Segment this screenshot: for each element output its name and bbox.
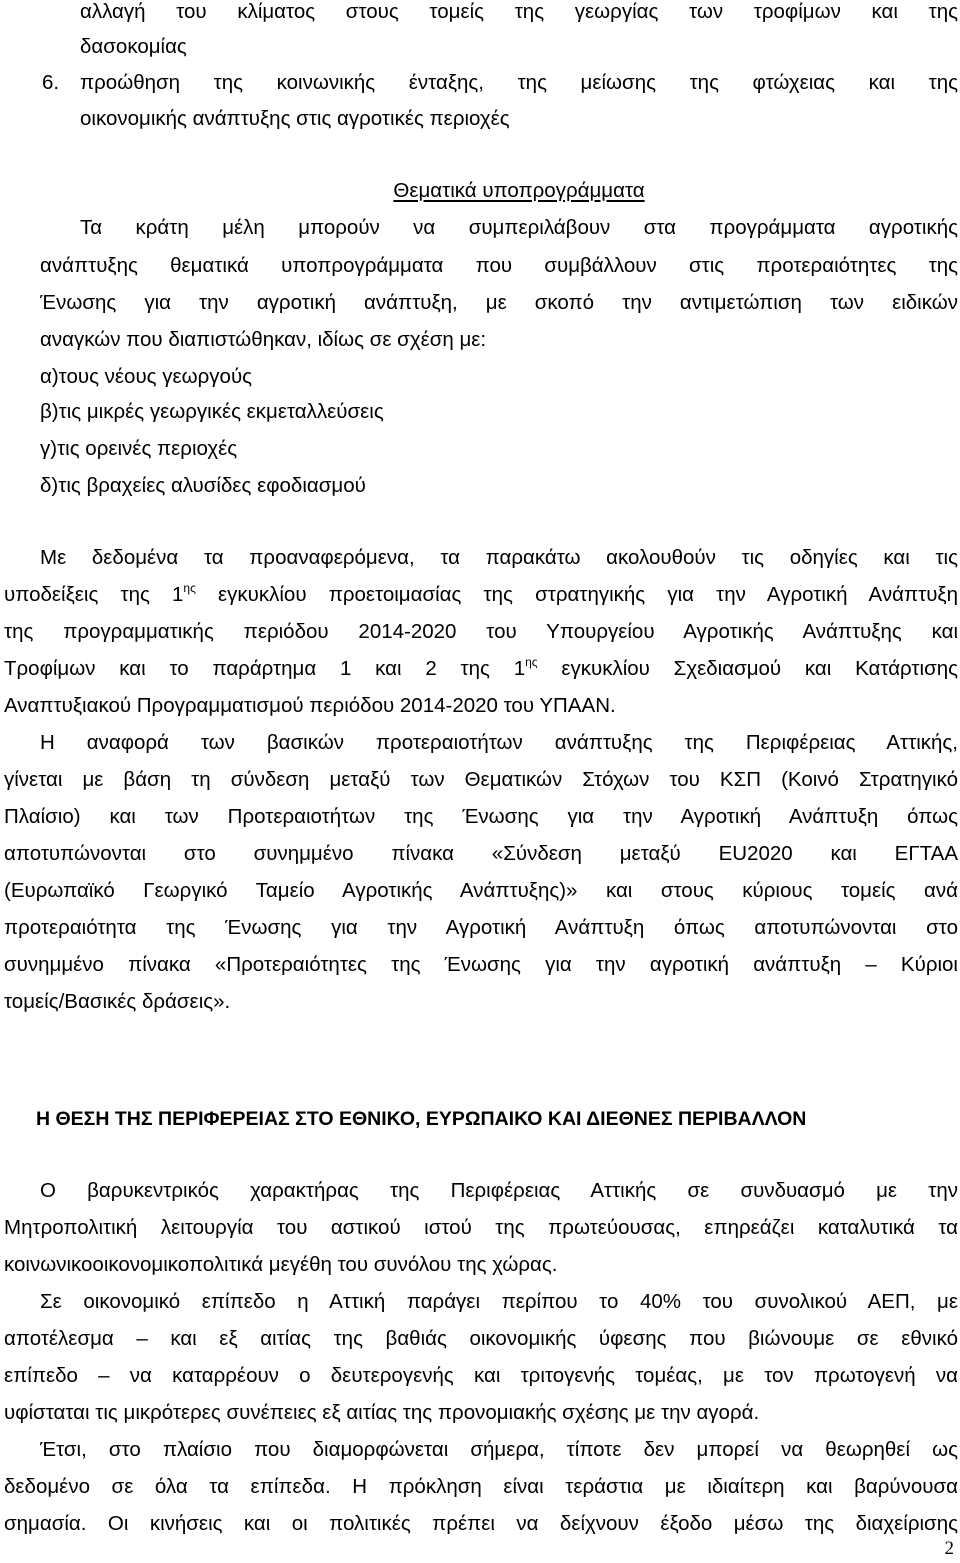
paragraph-a-line-2 — [4, 583, 958, 607]
paragraph-a-line-1: Με δεδομένα τα προαναφερόμενα, τα παρακάτω ακολουθούν τις οδηγίες και τις — [40, 546, 958, 569]
thematic-item-d: δ)τις βραχείες αλυσίδες εφοδιασμού — [40, 474, 366, 497]
list-item-5-line-2: δασοκομίας — [80, 35, 187, 58]
list-item-6-line-2: οικονομικής ανάπτυξης στις αγροτικές περιοχές — [80, 107, 510, 130]
paragraph-a-line-3: της προγραμματικής περιόδου 2014-2020 του Υπουργείου Αγροτικής Ανάπτυξης και — [4, 620, 958, 643]
paragraph-b-line-3: Πλαίσιο) και των Προτεραιοτήτων της Ένωσης για την Αγροτική Ανάπτυξη όπως — [4, 805, 958, 828]
paragraph-e-line-3: σημασία. Οι κινήσεις και οι πολιτικές πρέπει να δείχνουν έξοδο μέσω της διαχείρισης — [4, 1512, 958, 1535]
paragraph-b-line-1: Η αναφορά των βασικών προτεραιοτήτων ανάπτυξης της Περιφέρειας Αττικής, — [40, 731, 958, 754]
thematic-line-1: Τα κράτη μέλη μπορούν να συμπεριλάβουν στα προγράμματα αγροτικής — [80, 216, 958, 239]
thematic-item-c: γ)τις ορεινές περιοχές — [40, 437, 238, 460]
paragraph-b-line-7: συνημμένο πίνακα «Προτεραιότητες της Ένωσης για την αγροτική ανάπτυξη – Κύριοι — [4, 953, 958, 976]
paragraph-c-line-3: κοινωνικοοικονομικοπολιτικά μεγέθη του συνόλου της χώρας. — [4, 1253, 558, 1276]
list-item-6-line-1: προώθηση της κοινωνικής ένταξης, της μείωσης της φτώχειας και της — [80, 71, 958, 94]
paragraph-a-line-2-sup: ης — [183, 581, 196, 595]
thematic-item-b: β)τις μικρές γεωργικές εκμεταλλεύσεις — [40, 400, 384, 423]
paragraph-b-line-8: τομείς/Βασικές δράσεις». — [4, 990, 231, 1013]
paragraph-a-line-2-after: εγκυκλίου προετοιμασίας της στρατηγικής για την Αγροτική Ανάπτυξη — [195, 583, 958, 606]
paragraph-b-line-5: (Ευρωπαϊκό Γεωργικό Ταμείο Αγροτικής Ανάπτυξης)» και στους κύριους τομείς ανά — [4, 879, 958, 902]
list-item-6-number: 6. — [42, 71, 60, 94]
paragraph-d-line-1: Σε οικονομικό επίπεδο η Αττική παράγει περίπου το 40% του συνολικού ΑΕΠ, με — [40, 1290, 958, 1313]
paragraph-a-line-4 — [4, 657, 958, 681]
paragraph-d-line-4: υφίσταται τις μικρότερες συνέπειες εξ αιτίας της προνομιακής σχέσης με την αγορά. — [4, 1401, 760, 1424]
paragraph-d-line-3: επίπεδο – να καταρρέουν ο δευτερογενής και τριτογενής τομέας, με τον πρωτογενή να — [4, 1364, 958, 1387]
paragraph-b-line-4: αποτυπώνονται στο συνημμένο πίνακα «Σύνδεση μεταξύ EU2020 και ΕΓΤΑΑ — [4, 842, 958, 865]
thematic-title-text: Θεματικά υποπρογράμματα — [393, 179, 645, 202]
paragraph-a-line-2-before: υποδείξεις της 1 — [4, 583, 184, 606]
paragraph-c-line-1: Ο βαρυκεντρικός χαρακτήρας της Περιφέρειας Αττικής σε συνδυασμό με την — [40, 1179, 958, 1202]
list-item-5-line-1: αλλαγή του κλίματος στους τομείς της γεωργίας των τροφίμων και της — [80, 0, 958, 23]
page-number: 2 — [944, 1538, 954, 1559]
thematic-item-a: α)τους νέους γεωργούς — [40, 365, 253, 388]
paragraph-a-line-4-sup: ης — [525, 655, 538, 669]
thematic-title — [80, 179, 958, 203]
paragraph-d-line-2: αποτέλεσμα – και εξ αιτίας της βαθιάς οικονομικής ύφεσης που βιώνουμε σε εθνικό — [4, 1327, 958, 1350]
paragraph-e-line-2: δεδομένο σε όλα τα επίπεδα. Η πρόκληση είναι τεράστια με ιδιαίτερη και βαρύνουσα — [4, 1475, 958, 1498]
section-heading: Η ΘΕΣΗ ΤΗΣ ΠΕΡΙΦΕΡΕΙΑΣ ΣΤΟ ΕΘΝΙΚΟ, ΕΥΡΩΠΑΙΚΟ ΚΑΙ ΔΙΕΘΝΕΣ ΠΕΡΙΒΑΛΛΟΝ — [36, 1108, 807, 1130]
thematic-line-2: ανάπτυξης θεματικά υποπρογράμματα που συμβάλλουν στις προτεραιότητες της — [40, 254, 958, 277]
thematic-line-4: αναγκών που διαπιστώθηκαν, ιδίως σε σχέση με: — [40, 328, 487, 351]
paragraph-b-line-6: προτεραιότητα της Ένωσης για την Αγροτική Ανάπτυξη όπως αποτυπώνονται στο — [4, 916, 958, 939]
paragraph-a-line-5: Αναπτυξιακού Προγραμματισμού περιόδου 2014-2020 του ΥΠΑΑΝ. — [4, 694, 616, 717]
paragraph-c-line-2: Μητροπολιτική λειτουργία του αστικού ιστού της πρωτεύουσας, επηρεάζει καταλυτικά τα — [4, 1216, 958, 1239]
paragraph-a-line-4-after: εγκυκλίου Σχεδιασμού και Κατάρτισης — [537, 657, 959, 680]
paragraph-e-line-1: Έτσι, στο πλαίσιο που διαμορφώνεται σήμερα, τίποτε δεν μπορεί να θεωρηθεί ως — [40, 1438, 958, 1461]
paragraph-a-line-4-before: Τροφίμων και το παράρτημα 1 και 2 της 1 — [4, 657, 526, 680]
paragraph-b-line-2: γίνεται με βάση τη σύνδεση μεταξύ των Θεματικών Στόχων του ΚΣΠ (Κοινό Στρατηγικό — [4, 768, 958, 791]
thematic-line-3: Ένωσης για την αγροτική ανάπτυξη, με σκοπό την αντιμετώπιση των ειδικών — [40, 291, 958, 314]
